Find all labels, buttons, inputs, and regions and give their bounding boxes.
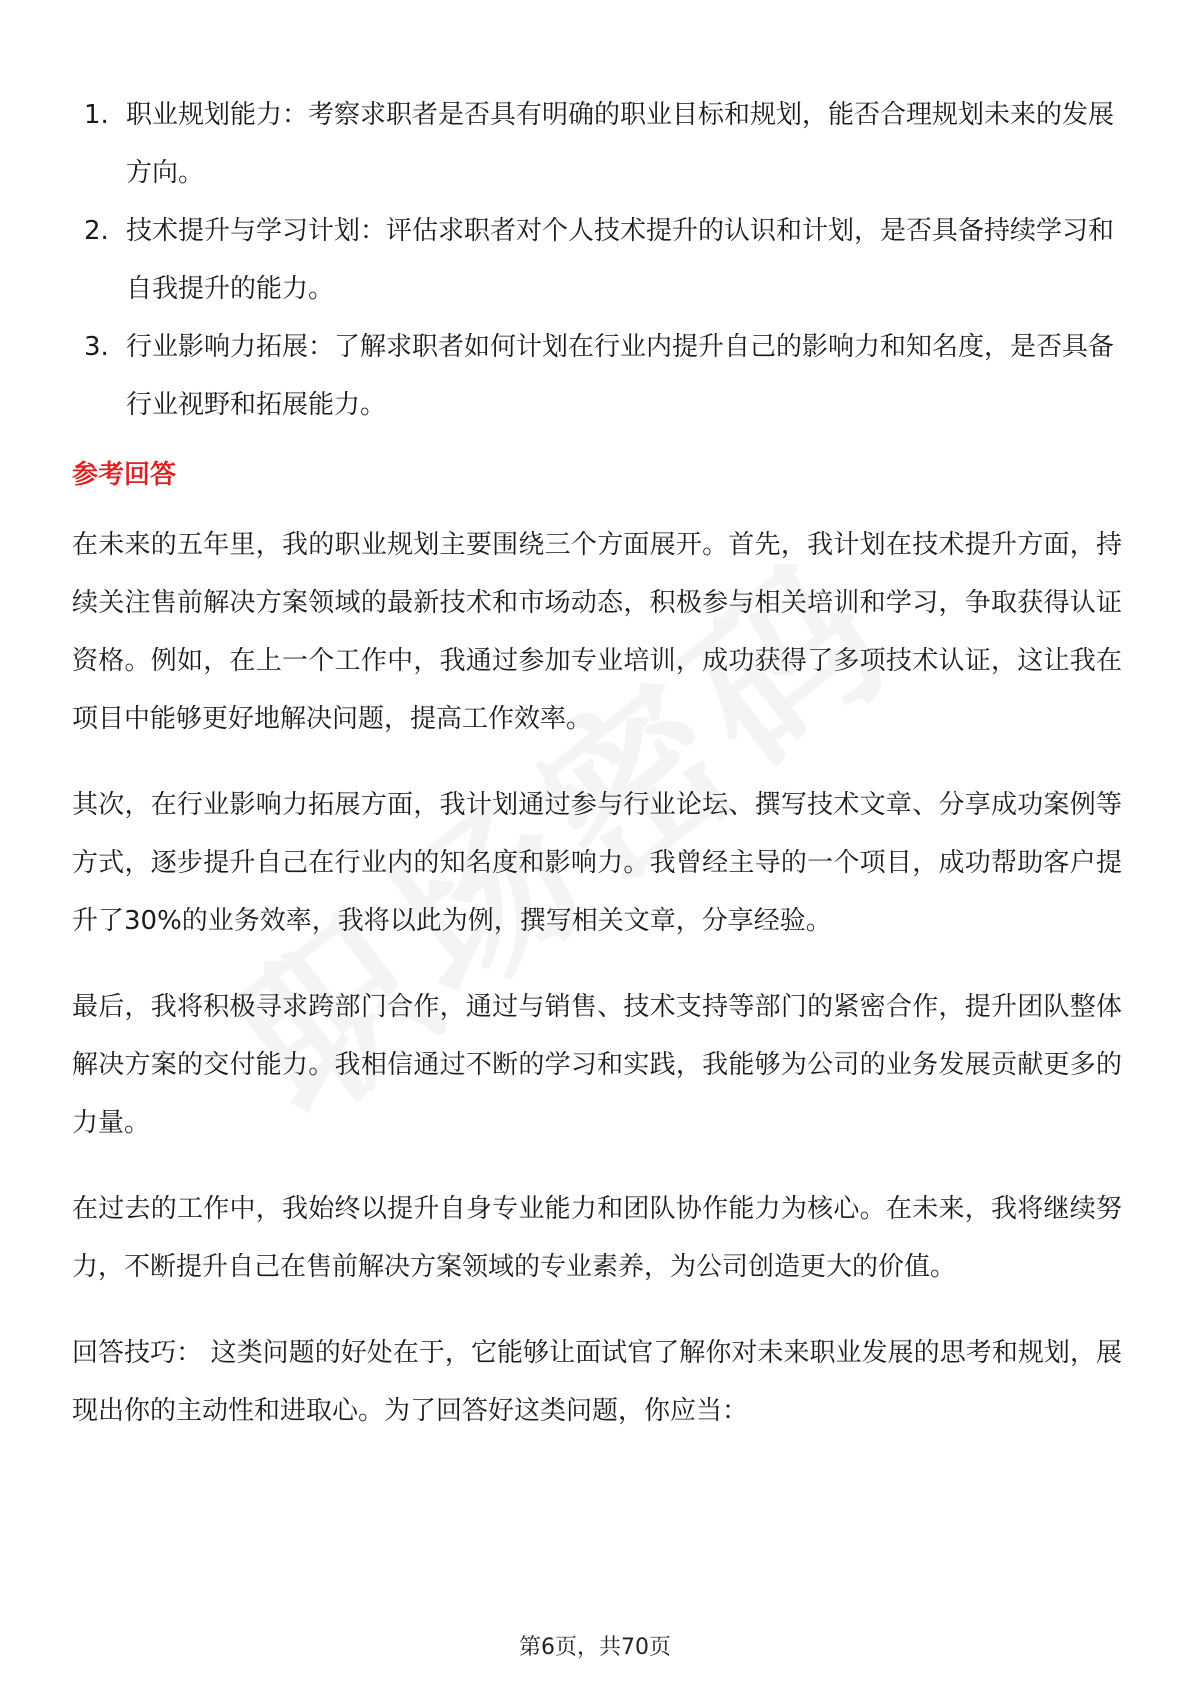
reference-answer-heading: 参考回答: [72, 460, 177, 490]
criteria-list: [72, 86, 1122, 434]
list-item: [72, 86, 1122, 202]
list-item-text: 行业影响力拓展：了解求职者如何计划在行业内提升自己的影响力和知名度，是否具备行业视野和拓展能力。: [126, 332, 1115, 420]
list-item-number: 1.: [84, 100, 109, 130]
list-item-text: 技术提升与学习计划：评估求职者对个人技术提升的认识和计划，是否具备持续学习和自我提升的能力。: [126, 216, 1115, 304]
answer-tips-paragraph: 回答技巧： 这类问题的好处在于，它能够让面试官了解你对未来职业发展的思考和规划，展现出你的主动性和进取心。为了回答好这类问题，你应当：: [72, 1338, 1122, 1426]
page-content: [72, 86, 1122, 1468]
list-item: [72, 318, 1122, 434]
answer-paragraph: 在过去的工作中，我始终以提升自身专业能力和团队协作能力为核心。在未来，我将继续努力，不断提升自己在售前解决方案领域的专业素养，为公司创造更大的价值。: [72, 1194, 1122, 1282]
list-item-number: 2.: [84, 216, 109, 246]
answer-paragraph: 其次，在行业影响力拓展方面，我计划通过参与行业论坛、撰写技术文章、分享成功案例等方式，逐步提升自己在行业内的知名度和影响力。我曾经主导的一个项目，成功帮助客户提升了30%的业务效率，我将以此为例，撰写相关文章，分享经验。: [72, 790, 1122, 936]
answer-paragraph: 最后，我将积极寻求跨部门合作，通过与销售、技术支持等部门的紧密合作，提升团队整体解决方案的交付能力。我相信通过不断的学习和实践，我能够为公司的业务发展贡献更多的力量。: [72, 992, 1122, 1138]
answer-paragraph: 在未来的五年里，我的职业规划主要围绕三个方面展开。首先，我计划在技术提升方面，持续关注售前解决方案领域的最新技术和市场动态，积极参与相关培训和学习，争取获得认证资格。例如，在上一个工作中，我通过参加专业培训，成功获得了多项技术认证，这让我在项目中能够更好地解决问题，提高工作效率。: [72, 530, 1122, 734]
list-item-number: 3.: [84, 332, 109, 362]
page-number: 第6页，共70页: [519, 1635, 671, 1660]
list-item: [72, 202, 1122, 318]
list-item-text: 职业规划能力：考察求职者是否具有明确的职业目标和规划，能否合理规划未来的发展方向。: [126, 100, 1115, 188]
